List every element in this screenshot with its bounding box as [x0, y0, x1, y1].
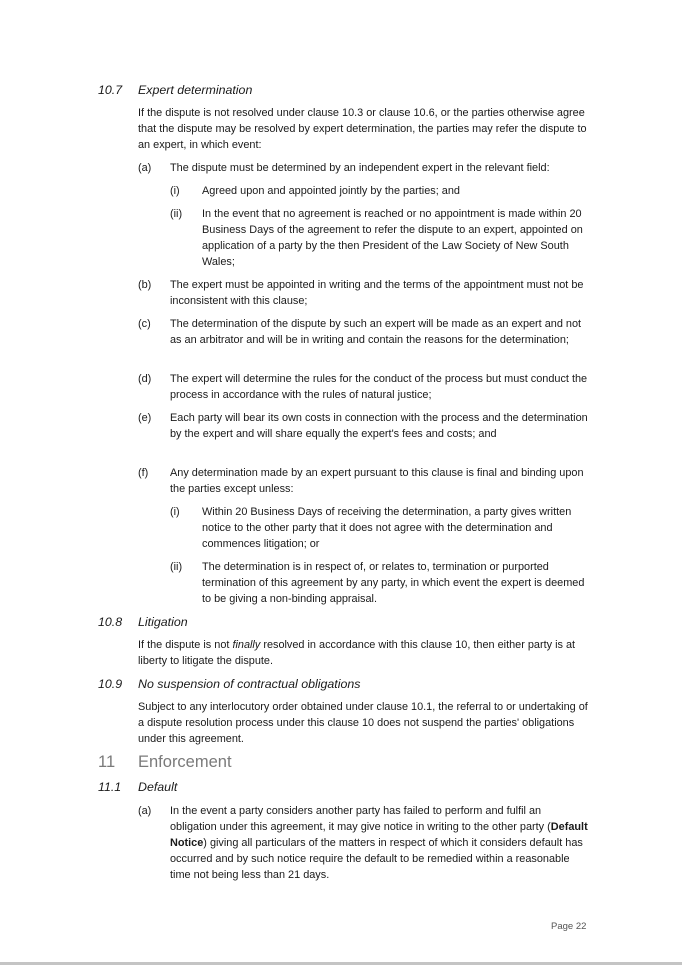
section-number: 11 [98, 753, 116, 771]
item-text: The dispute must be determined by an independent expert in the relevant field: [170, 162, 550, 174]
section-title: Default [138, 780, 178, 794]
text-run: In the event a party considers another party has failed to perform and fulfil an obligation under this agreement, it may give notice in writing to the other party ( [170, 805, 551, 833]
item-label: (b) [138, 279, 152, 291]
item-text: The expert will determine the rules for the conduct of the process but must conduct the process in accordance with the rules of natural justice; [170, 373, 588, 401]
item-label: (f) [138, 467, 149, 479]
item-label: (ii) [170, 561, 183, 573]
text-run: If the dispute is not [138, 639, 233, 651]
item-label: (i) [170, 506, 180, 518]
paragraph-10-8 [138, 637, 588, 669]
item-label: (e) [138, 412, 152, 424]
paragraph-10-7-intro: If the dispute is not resolved under clause 10.3 or clause 10.6, or the parties otherwise agree that the dispute may be resolved by expert determination, the parties may refer the dispute to an expert, in which event: [138, 107, 587, 151]
section-title: Litigation [138, 615, 188, 629]
section-number: 10.8 [98, 615, 123, 629]
item-text: Any determination made by an expert pursuant to this clause is final and binding upon the parties except unless: [170, 467, 584, 495]
item-label: (c) [138, 318, 151, 330]
item-label: (i) [170, 185, 180, 197]
emphasis-text: finally [232, 639, 261, 651]
item-label: (a) [138, 805, 152, 817]
item-text: In the event that no agreement is reached or no appointment is made within 20 Business Days of the agreement to refer the dispute to an expert, appointed on application of a party by the then President of the Law Society of New South Wales; [202, 208, 583, 268]
item-text: The determination of the dispute by such an expert will be made as an expert and not as an arbitrator and will be in writing and contain the reasons for the determination; [170, 318, 582, 346]
text-run: ) giving all particulars of the matters in respect of which it considers default has occurred and by such notice require the default to be remedied within a reasonable time not being less than 21 days. [170, 837, 583, 881]
section-title: Expert determination [138, 83, 253, 97]
item-label: (a) [138, 162, 152, 174]
page-number: Page 22 [551, 921, 587, 932]
item-text: Each party will bear its own costs in connection with the process and the determination by the expert and will share equally the expert's fees and costs; and [170, 412, 588, 440]
item-text: The expert must be appointed in writing and the terms of the appointment must not be inconsistent with this clause; [170, 279, 584, 307]
section-number: 11.1 [98, 780, 122, 794]
item-text: Within 20 Business Days of receiving the determination, a party gives written notice to the other party that it does not agree with the determination and commences litigation; or [202, 506, 572, 550]
defined-term: Default Notice [170, 821, 588, 849]
item-text: The determination is in respect of, or relates to, termination or purported termination of this agreement by any party, in which event the expert is deemed to be giving a non-binding appraisal. [202, 561, 585, 605]
paragraph-10-9: Subject to any interlocutory order obtained under clause 10.1, the referral to or undertaking of a dispute resolution process under this clause 10 does not suspend the parties' obligations under this agreement. [138, 701, 588, 745]
section-number: 10.9 [98, 677, 123, 691]
section-title: Enforcement [138, 753, 232, 771]
text-run: resolved in accordance with this clause 10, then either party is at liberty to litigate the dispute. [138, 639, 576, 667]
section-number: 10.7 [98, 83, 123, 97]
section-title: No suspension of contractual obligations [138, 677, 361, 691]
item-label: (ii) [170, 208, 183, 220]
item-label: (d) [138, 373, 152, 385]
item-text [170, 803, 588, 883]
item-text: Agreed upon and appointed jointly by the parties; and [202, 185, 460, 197]
